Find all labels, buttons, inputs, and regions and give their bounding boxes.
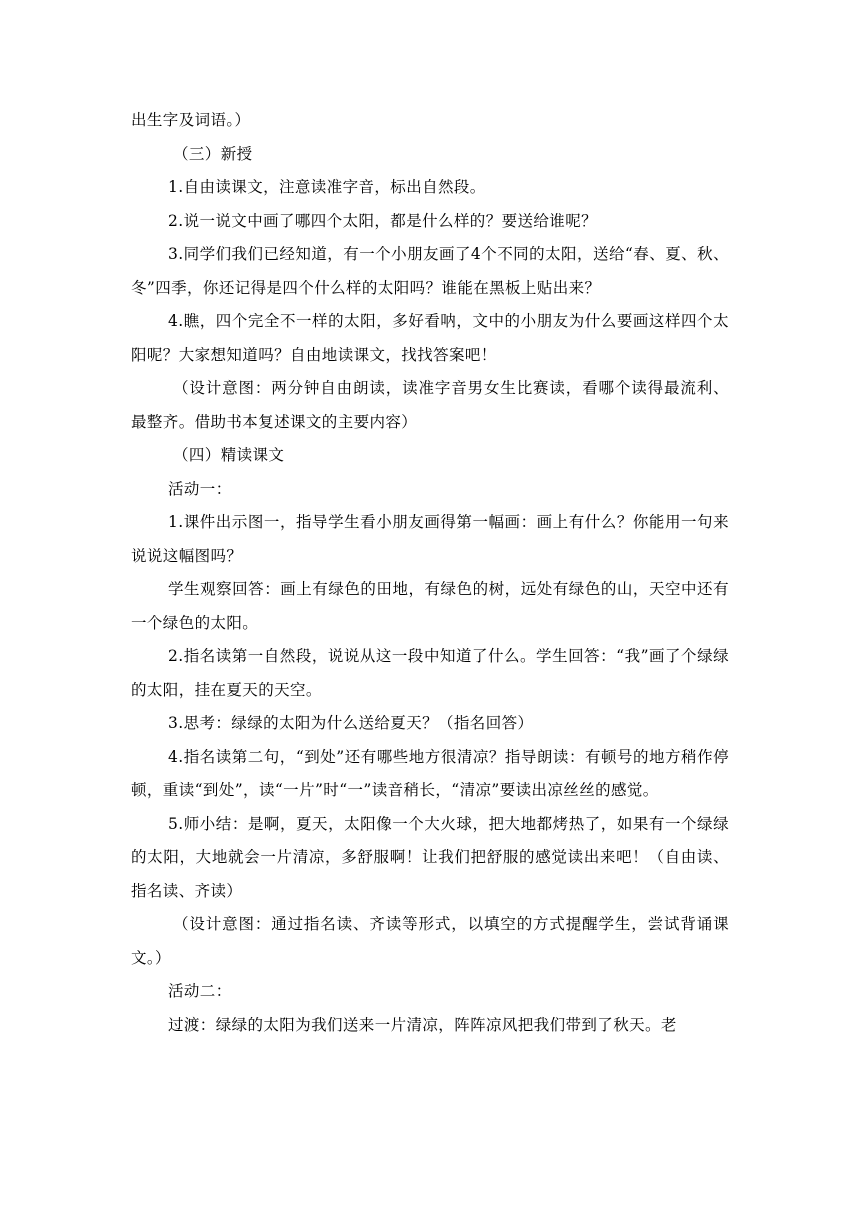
paragraph-3: 1.自由读课文，注意读准字音，标出自然段。 bbox=[168, 178, 486, 196]
paragraph-13: 3.思考：绿绿的太阳为什么送给夏天？（指名回答） bbox=[168, 714, 534, 732]
paragraph-1: 出生字及词语。） bbox=[131, 111, 251, 129]
document-body bbox=[131, 104, 729, 1042]
design-intent-1: （设计意图：两分钟自由朗读，读准字音男女生比赛读，看哪个读得最流利、最整齐。借助书本复述课文的主要内容） bbox=[131, 379, 729, 431]
paragraph-5: 3.同学们我们已经知道，有一个小朋友画了4个不同的太阳，送给“春、夏、秋、冬”四季，你还记得是四个什么样的太阳吗？谁能在黑板上贴出来？ bbox=[131, 245, 729, 297]
paragraph-14: 4.指名读第二句，“到处”还有哪些地方很清凉？指导朗读：有顿号的地方稍作停顿，重读“到处”，读“一片”时“一”读音稍长，“清凉”要读出凉丝丝的感觉。 bbox=[131, 747, 729, 799]
paragraph-12: 2.指名读第一自然段，说说从这一段中知道了什么。学生回答：“我”画了个绿绿的太阳，挂在夏天的天空。 bbox=[131, 647, 729, 699]
activity-two-label: 活动二： bbox=[168, 982, 232, 1000]
activity-one-label: 活动一： bbox=[168, 479, 232, 498]
paragraph-11: 学生观察回答：画上有绿色的田地，有绿色的树，远处有绿色的山，天空中还有一个绿色的太阳。 bbox=[131, 580, 729, 632]
paragraph-18: 过渡：绿绿的太阳为我们送来一片清凉，阵阵凉风把我们带到了秋天。老 bbox=[168, 1015, 677, 1034]
paragraph-15: 5.师小结：是啊，夏天，太阳像一个大火球，把大地都烤热了，如果有一个绿绿的太阳，大地就会一片清凉，多舒服啊！让我们把舒服的感觉读出来吧！（自由读、指名读、齐读） bbox=[131, 814, 729, 900]
design-intent-2: （设计意图：通过指名读、齐读等形式，以填空的方式提醒学生，尝试背诵课文。） bbox=[131, 915, 729, 967]
paragraph-6: 4.瞧，四个完全不一样的太阳，多好看呐，文中的小朋友为什么要画这样四个太阳呢？大家想知道吗？自由地读课文，找找答案吧！ bbox=[131, 312, 729, 364]
section-heading-new-lesson: （三）新授 bbox=[173, 144, 253, 163]
paragraph-4: 2.说一说文中画了哪四个太阳，都是什么样的？要送给谁呢？ bbox=[168, 211, 597, 230]
section-heading-close-reading: （四）精读课文 bbox=[173, 446, 285, 464]
paragraph-10: 1.课件出示图一，指导学生看小朋友画得第一幅画：画上有什么？你能用一句来说说这幅图吗？ bbox=[131, 513, 729, 565]
